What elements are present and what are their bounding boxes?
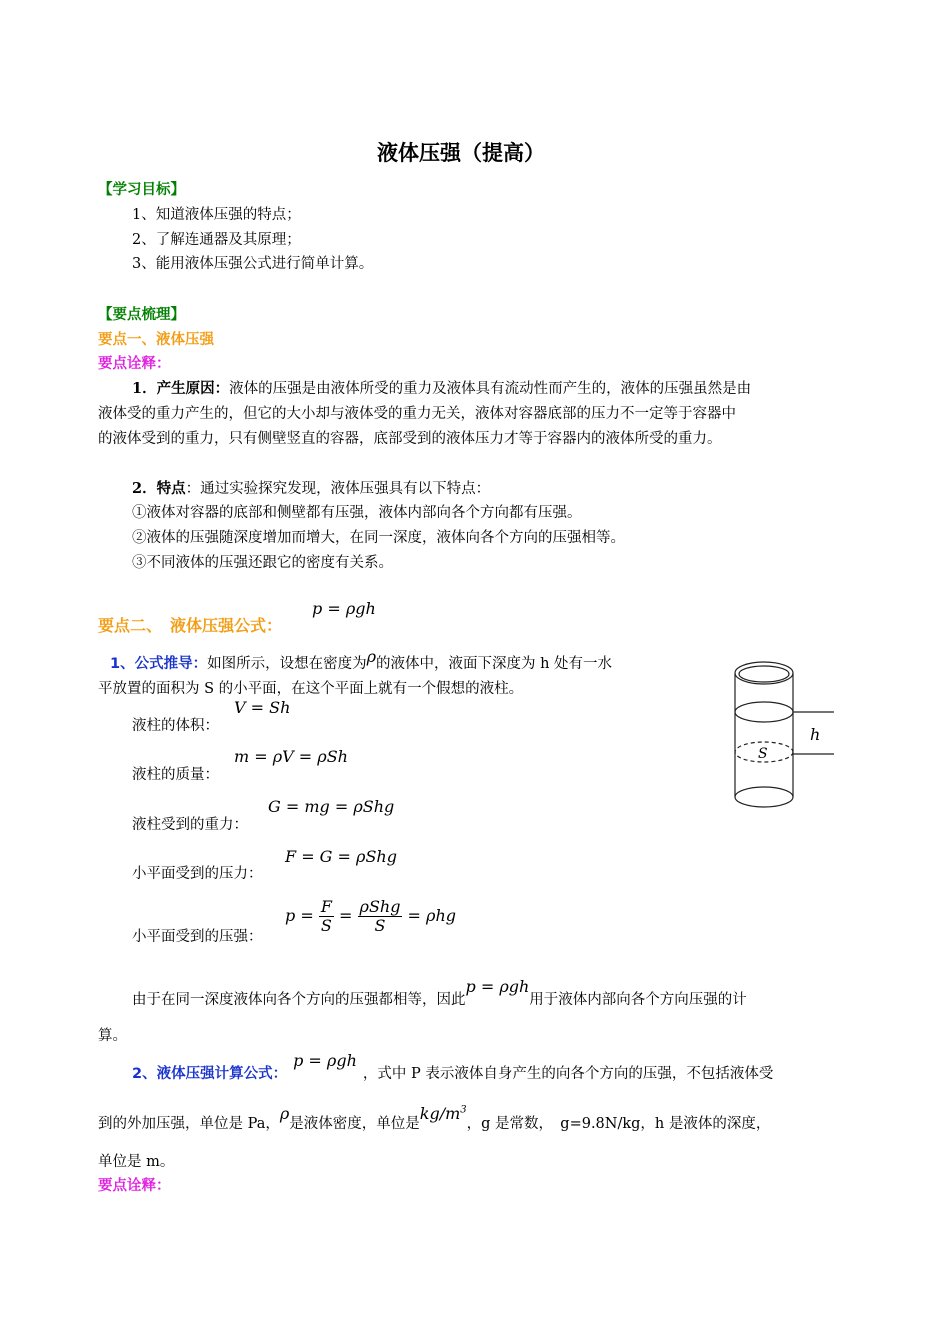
step-formula: F = G = ρShg — [285, 847, 397, 866]
calc-formula: p = ρgh — [293, 1051, 357, 1070]
goal-item: 3、能用液体压强公式进行简单计算。 — [132, 256, 374, 272]
feature-intro-text: ：通过实验探究发现，液体压强具有以下特点： — [185, 481, 491, 497]
fraction-rhoshg-over-s — [358, 898, 403, 935]
feature-item: ②液体的压强随深度增加而增大，在同一深度，液体向各个方向的压强相等。 — [132, 530, 625, 546]
fraction-denominator: S — [320, 916, 332, 935]
goal-item: 1、知道液体压强的特点； — [132, 207, 301, 223]
cause-text: 液体的压强是由液体所受的重力及液体具有流动性而产生的，液体的压强虽然是由 — [229, 381, 752, 397]
cylinder-top-outer — [735, 662, 793, 684]
feature-item: ③不同液体的压强还跟它的密度有关系。 — [132, 555, 393, 571]
step-formula: m = ρV = ρSh — [234, 747, 348, 766]
derivation-label: 1、公式推导： — [110, 656, 208, 672]
fraction-denominator: S — [374, 916, 386, 935]
cause-label: 1．产生原因： — [132, 380, 230, 397]
feature-label: 2．特点 — [132, 480, 186, 497]
fraction-numerator: ρShg — [359, 897, 401, 916]
step-label: 小平面受到的压力： — [132, 866, 263, 882]
conclusion-formula: p = ρgh — [465, 977, 530, 996]
derivation-line2: 平放置的面积为 S 的小平面，在这个平面上就有一个假想的液柱。 — [98, 681, 524, 697]
unit-kg-per-m3 — [420, 1104, 467, 1123]
page-title: 液体压强（提高） — [377, 141, 545, 165]
point2-heading: 要点二、 液体压强公式： — [98, 616, 283, 635]
calc-line1 — [132, 1051, 774, 1083]
point1-explain-label: 要点诠释： — [98, 356, 171, 372]
calc-text: ，g 是常数， g=9.8N/kg，h 是液体的深度， — [466, 1116, 771, 1132]
fraction-numerator: F — [320, 897, 332, 916]
point2-explain-label: 要点诠释： — [98, 1178, 171, 1194]
calc-line2 — [98, 1104, 771, 1133]
area-label: S — [758, 746, 768, 762]
derivation-line1 — [110, 647, 613, 673]
calc-label: 2、液体压强计算公式： — [132, 1066, 288, 1082]
feature-intro — [132, 477, 490, 498]
cylinder-top-inner — [739, 666, 789, 682]
unit-text: kg/m — [419, 1104, 461, 1123]
step-label: 液柱的质量： — [132, 767, 219, 783]
pressure-formula — [285, 898, 456, 935]
step-label: 液柱的体积： — [132, 718, 219, 734]
derivation-text: 如图所示，设想在密度为 — [207, 656, 367, 672]
calc-text: ，式中 P 表示液体自身产生的向各个方向的压强，不包括液体受 — [362, 1066, 774, 1082]
unit-exponent: 3 — [460, 1104, 467, 1116]
calc-text: 到的外加压强，单位是 Pa， — [98, 1116, 280, 1132]
point1-heading: 要点一、液体压强 — [98, 332, 214, 348]
pressure-p: p = — [285, 906, 314, 925]
step-label: 液柱受到的重力： — [132, 817, 248, 833]
pressure-eq: = — [339, 906, 353, 925]
depth-label: h — [810, 725, 821, 744]
calc-line3: 单位是 m。 — [98, 1154, 175, 1170]
summary-heading: 【要点梳理】 — [98, 307, 185, 323]
conclusion-text: 用于液体内部向各个方向压强的计 — [529, 992, 747, 1008]
cause-paragraph-line1 — [132, 377, 751, 398]
conclusion-text: 由于在同一深度液体向各个方向的压强都相等，因此 — [132, 992, 466, 1008]
goals-heading: 【学习目标】 — [98, 182, 185, 198]
fraction-f-over-s — [319, 898, 334, 935]
conclusion-line2: 算。 — [98, 1028, 127, 1044]
cause-paragraph-line3: 的液体受到的重力，只有侧壁竖直的容器，底部受到的液体压力才等于容器内的液体所受的重力。 — [98, 431, 722, 447]
pressure-label: 小平面受到的压强： — [132, 929, 263, 945]
calc-text: 是液体密度，单位是 — [289, 1116, 420, 1132]
liquid-surface — [735, 702, 793, 722]
step-formula: G = mg = ρShg — [268, 797, 395, 816]
derivation-text: 的液体中，液面下深度为 h 处有一水 — [376, 656, 613, 672]
cause-paragraph-line2: 液体受的重力产生的，但它的大小却与液体受的重力无关，液体对容器底部的压力不一定等于容器中 — [98, 406, 736, 422]
cylinder-figure — [720, 655, 840, 815]
cylinder-bottom — [735, 787, 793, 807]
rho-symbol: ρ — [279, 1104, 290, 1123]
step-formula: V = Sh — [234, 698, 291, 717]
goal-item: 2、了解连通器及其原理； — [132, 232, 301, 248]
rho-symbol: ρ — [366, 647, 376, 666]
feature-item: ①液体对容器的底部和侧壁都有压强，液体内部向各个方向都有压强。 — [132, 505, 582, 521]
pressure-tail: = ρhg — [407, 906, 456, 925]
point2-formula: p = ρgh — [312, 599, 376, 618]
conclusion-line1 — [132, 977, 747, 1009]
